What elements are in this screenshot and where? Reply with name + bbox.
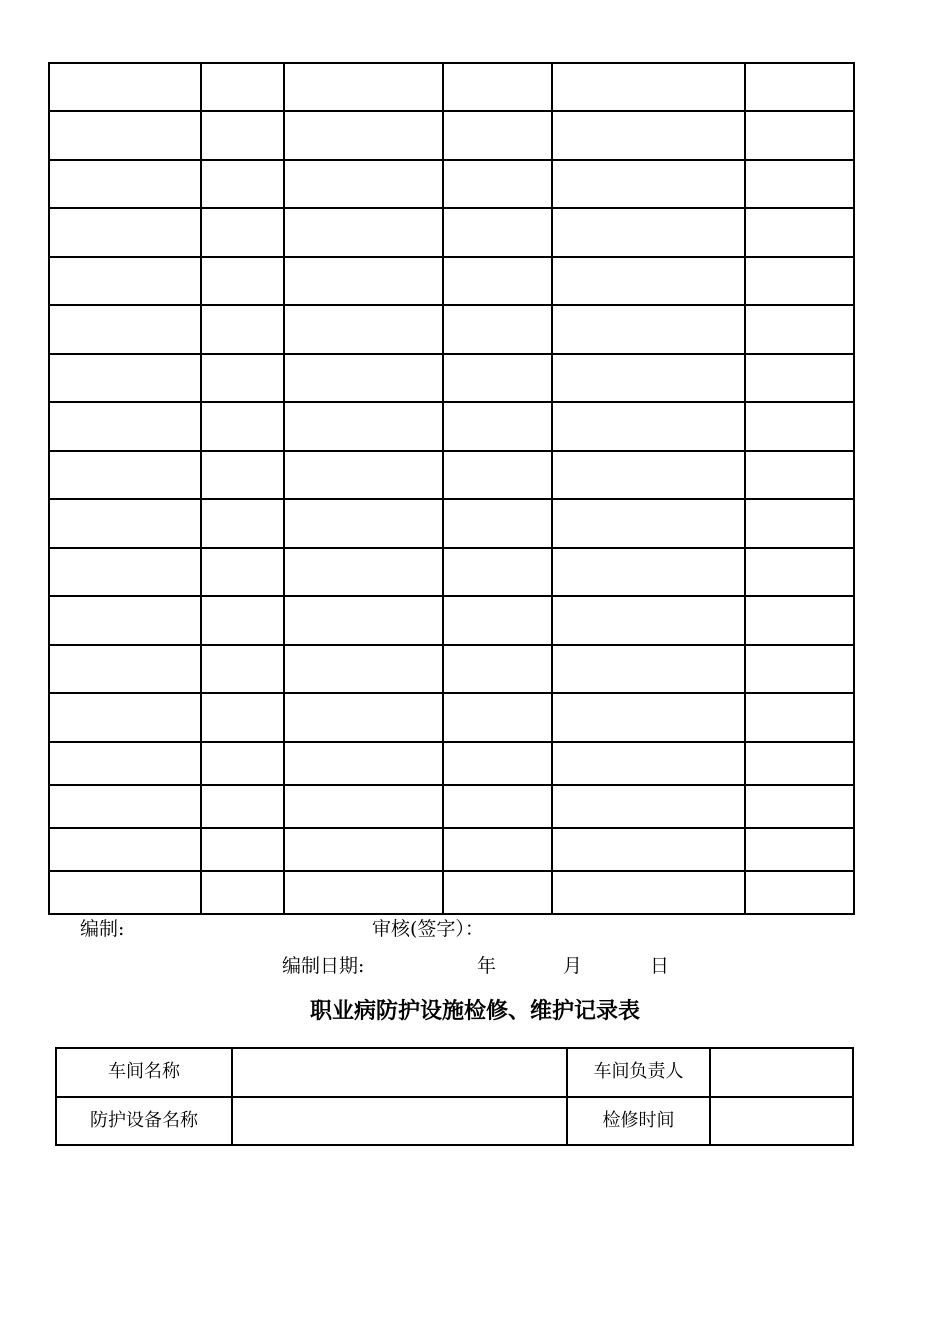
equipment-name-field[interactable]	[232, 1097, 567, 1145]
grid-cell[interactable]	[443, 693, 552, 742]
grid-row	[49, 548, 854, 596]
grid-cell[interactable]	[284, 828, 443, 871]
grid-cell[interactable]	[552, 548, 745, 596]
grid-cell[interactable]	[201, 305, 284, 354]
grid-cell[interactable]	[552, 785, 745, 828]
grid-cell[interactable]	[201, 354, 284, 402]
workshop-name-label: 车间名称	[56, 1048, 232, 1097]
grid-cell[interactable]	[552, 257, 745, 305]
workshop-name-field[interactable]	[232, 1048, 567, 1097]
grid-cell[interactable]	[284, 548, 443, 596]
grid-cell[interactable]	[201, 785, 284, 828]
grid-cell[interactable]	[201, 548, 284, 596]
maintenance-info-table	[55, 1047, 854, 1146]
month-label: 月	[563, 955, 583, 977]
grid-cell[interactable]	[284, 111, 443, 160]
grid-cell[interactable]	[443, 645, 552, 693]
workshop-manager-field[interactable]	[710, 1048, 853, 1097]
grid-cell[interactable]	[49, 828, 201, 871]
grid-cell[interactable]	[745, 111, 854, 160]
grid-row	[49, 63, 854, 111]
grid-cell[interactable]	[443, 596, 552, 645]
grid-cell[interactable]	[49, 693, 201, 742]
grid-cell[interactable]	[284, 499, 443, 548]
grid-cell[interactable]	[443, 305, 552, 354]
grid-cell[interactable]	[201, 257, 284, 305]
grid-cell[interactable]	[284, 208, 443, 257]
reviewer-signature-label: 审核(签字）：	[372, 918, 484, 940]
grid-cell[interactable]	[552, 402, 745, 451]
grid-cell[interactable]	[284, 785, 443, 828]
grid-cell[interactable]	[284, 257, 443, 305]
grid-cell[interactable]	[443, 208, 552, 257]
blank-record-table	[48, 62, 855, 915]
grid-row	[49, 354, 854, 402]
grid-cell[interactable]	[284, 305, 443, 354]
grid-cell[interactable]	[201, 160, 284, 208]
grid-cell[interactable]	[49, 785, 201, 828]
grid-cell[interactable]	[201, 828, 284, 871]
grid-cell[interactable]	[745, 305, 854, 354]
grid-row	[49, 871, 854, 914]
grid-cell[interactable]	[745, 208, 854, 257]
grid-row	[49, 828, 854, 871]
grid-cell[interactable]	[745, 785, 854, 828]
grid-cell[interactable]	[745, 693, 854, 742]
grid-cell[interactable]	[552, 828, 745, 871]
grid-cell[interactable]	[284, 596, 443, 645]
grid-row	[49, 499, 854, 548]
grid-cell[interactable]	[443, 402, 552, 451]
grid-cell[interactable]	[201, 742, 284, 785]
grid-cell[interactable]	[552, 742, 745, 785]
grid-row	[49, 693, 854, 742]
grid-cell[interactable]	[552, 871, 745, 914]
grid-cell[interactable]	[49, 111, 201, 160]
grid-cell[interactable]	[443, 63, 552, 111]
grid-cell[interactable]	[201, 63, 284, 111]
grid-cell[interactable]	[49, 596, 201, 645]
grid-row	[49, 402, 854, 451]
grid-cell[interactable]	[745, 645, 854, 693]
grid-cell[interactable]	[284, 693, 443, 742]
grid-row	[49, 111, 854, 160]
compile-date-label: 编制日期:	[282, 955, 365, 977]
grid-cell[interactable]	[443, 742, 552, 785]
grid-cell[interactable]	[284, 63, 443, 111]
grid-cell[interactable]	[49, 160, 201, 208]
grid-cell[interactable]	[49, 257, 201, 305]
grid-cell[interactable]	[745, 742, 854, 785]
grid-cell[interactable]	[552, 596, 745, 645]
compiler-label: 编制:	[80, 918, 125, 940]
workshop-manager-label: 车间负责人	[567, 1048, 710, 1097]
grid-cell[interactable]	[201, 645, 284, 693]
grid-cell[interactable]	[552, 693, 745, 742]
grid-cell[interactable]	[49, 63, 201, 111]
grid-cell[interactable]	[443, 548, 552, 596]
grid-row	[49, 451, 854, 499]
grid-cell[interactable]	[284, 402, 443, 451]
grid-cell[interactable]	[49, 645, 201, 693]
grid-cell[interactable]	[443, 354, 552, 402]
grid-row	[49, 208, 854, 257]
grid-cell[interactable]	[49, 402, 201, 451]
year-label: 年	[477, 955, 497, 977]
grid-cell[interactable]	[745, 402, 854, 451]
grid-row	[49, 305, 854, 354]
form-title: 职业病防护设施检修、维护记录表	[309, 999, 640, 1024]
grid-cell[interactable]	[201, 499, 284, 548]
grid-cell[interactable]	[443, 871, 552, 914]
grid-cell[interactable]	[443, 785, 552, 828]
grid-cell[interactable]	[284, 451, 443, 499]
grid-cell[interactable]	[284, 742, 443, 785]
grid-cell[interactable]	[443, 828, 552, 871]
grid-cell[interactable]	[552, 111, 745, 160]
grid-row	[49, 742, 854, 785]
grid-cell[interactable]	[49, 354, 201, 402]
grid-cell[interactable]	[201, 111, 284, 160]
grid-cell[interactable]	[745, 871, 854, 914]
grid-cell[interactable]	[745, 257, 854, 305]
grid-cell[interactable]	[284, 871, 443, 914]
grid-cell[interactable]	[201, 451, 284, 499]
grid-cell[interactable]	[49, 305, 201, 354]
grid-row	[49, 160, 854, 208]
grid-cell[interactable]	[745, 548, 854, 596]
grid-cell[interactable]	[552, 305, 745, 354]
grid-cell[interactable]	[552, 63, 745, 111]
grid-row	[49, 785, 854, 828]
grid-cell[interactable]	[201, 402, 284, 451]
grid-cell[interactable]	[443, 451, 552, 499]
grid-cell[interactable]	[284, 354, 443, 402]
grid-cell[interactable]	[49, 208, 201, 257]
grid-cell[interactable]	[443, 257, 552, 305]
grid-cell[interactable]	[745, 451, 854, 499]
grid-cell[interactable]	[552, 354, 745, 402]
grid-cell[interactable]	[745, 596, 854, 645]
repair-time-label: 检修时间	[567, 1097, 710, 1145]
grid-cell[interactable]	[443, 111, 552, 160]
grid-cell[interactable]	[745, 499, 854, 548]
grid-cell[interactable]	[552, 499, 745, 548]
grid-cell[interactable]	[552, 160, 745, 208]
day-label: 日	[650, 955, 670, 977]
grid-cell[interactable]	[745, 354, 854, 402]
grid-cell[interactable]	[284, 645, 443, 693]
grid-cell[interactable]	[201, 208, 284, 257]
grid-row	[49, 257, 854, 305]
grid-cell[interactable]	[745, 63, 854, 111]
grid-cell[interactable]	[745, 160, 854, 208]
grid-cell[interactable]	[49, 548, 201, 596]
equipment-name-label: 防护设备名称	[56, 1097, 232, 1145]
grid-cell[interactable]	[49, 871, 201, 914]
repair-time-field[interactable]	[710, 1097, 853, 1145]
grid-row	[49, 596, 854, 645]
grid-cell[interactable]	[201, 693, 284, 742]
grid-cell[interactable]	[201, 871, 284, 914]
grid-cell[interactable]	[745, 828, 854, 871]
grid-cell[interactable]	[552, 451, 745, 499]
grid-cell[interactable]	[443, 499, 552, 548]
grid-cell[interactable]	[49, 499, 201, 548]
grid-cell[interactable]	[201, 596, 284, 645]
grid-cell[interactable]	[552, 645, 745, 693]
grid-cell[interactable]	[284, 160, 443, 208]
grid-cell[interactable]	[49, 742, 201, 785]
grid-row	[49, 645, 854, 693]
grid-cell[interactable]	[443, 160, 552, 208]
grid-cell[interactable]	[552, 208, 745, 257]
grid-cell[interactable]	[49, 451, 201, 499]
